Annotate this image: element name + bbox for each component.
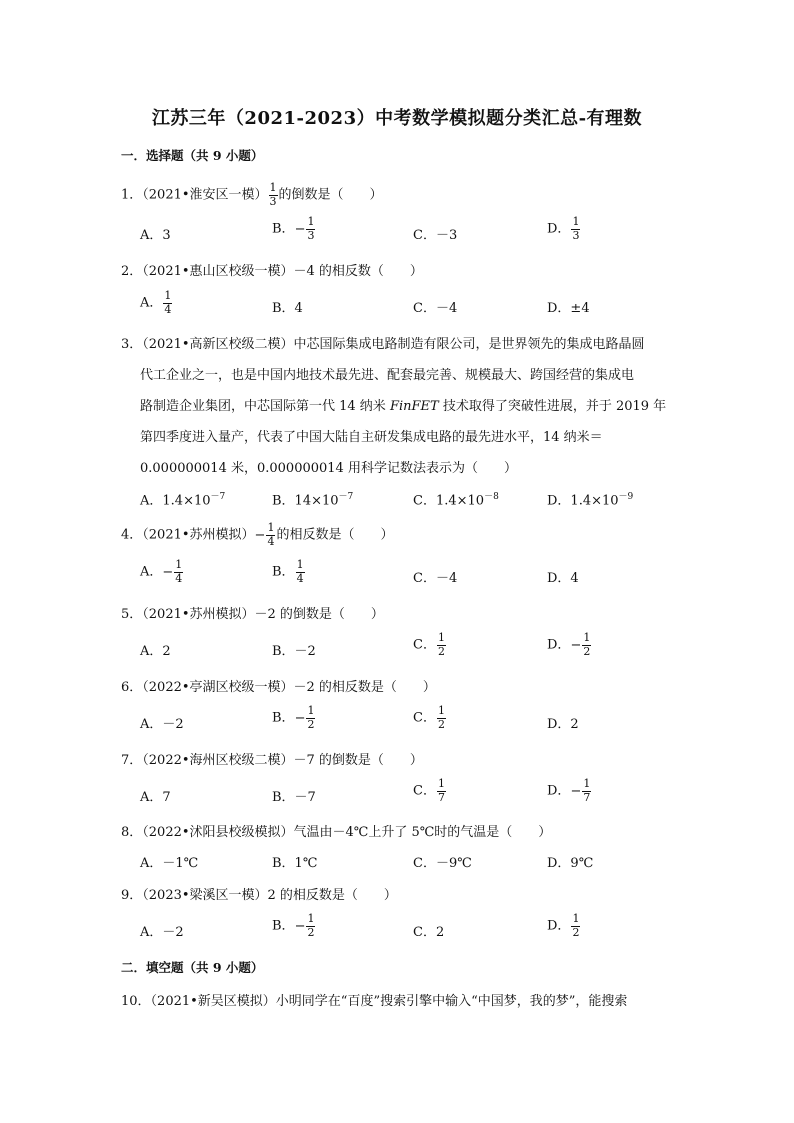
question-6-option-d[interactable]: D．2 [547, 717, 579, 732]
question-2-option-b[interactable]: B．4 [272, 301, 303, 316]
question-6-option-b[interactable]: B．− $\frac{1}{2}$ [272, 704, 315, 731]
question-4-option-b[interactable]: B． $\frac{1}{4}$ [272, 558, 304, 585]
question-1-option-c[interactable]: C．－3 [413, 228, 458, 243]
question-7-stem: 7．（2022•海州区校级二模）－7 的倒数是（ ） [121, 753, 423, 768]
question-2-option-c[interactable]: C．－4 [413, 301, 458, 316]
question-7-option-b[interactable]: B．－7 [272, 790, 316, 805]
question-6-option-a[interactable]: A．－2 [140, 717, 184, 732]
question-6-stem: 6．（2022•亭湖区校级一模）－2 的相反数是（ ） [121, 680, 436, 695]
question-1-stem: 1．（2021•淮安区一模） $\frac{1}{3}$ 的倒数是（ ） [121, 181, 383, 208]
question-5-option-d[interactable]: D．− $\frac{1}{2}$ [547, 631, 591, 658]
question-8-stem: 8．（2022•沭阳县校级模拟）气温由－4℃上升了 5℃时的气温是（ ） [121, 825, 552, 840]
question-8-option-a[interactable]: A．－1℃ [140, 856, 199, 871]
question-5-option-a[interactable]: A．2 [140, 644, 171, 659]
question-4-stem: 4．（2021•苏州模拟）− $\frac{1}{4}$ 的相反数是（ ） [121, 521, 394, 548]
question-9-stem: 9．（2023•梁溪区一模）2 的相反数是（ ） [121, 888, 397, 903]
section-heading-choice: 一．选择题（共 9 小题） [121, 148, 264, 163]
question-3-line-4: 第四季度进入量产，代表了中国大陆自主研发集成电路的最先进水平，14 纳米＝ [140, 430, 603, 445]
question-8-option-d[interactable]: D．9℃ [547, 856, 594, 871]
page-title: 江苏三年（2021-2023）中考数学模拟题分类汇总-有理数 [151, 108, 643, 129]
question-5-option-c[interactable]: C． $\frac{1}{2}$ [413, 631, 445, 658]
fraction: $\frac{1}{3}$ [269, 181, 277, 208]
question-7-option-a[interactable]: A．7 [140, 790, 171, 805]
question-3-line-5: 0.000000014 米，0.000000014 用科学记数法表示为（ ） [140, 461, 517, 476]
question-9-option-d[interactable]: D． $\frac{1}{2}$ [547, 912, 580, 939]
question-3-line-2: 代工企业之一，也是中国内地技术最先进、配套最完善、规模最大、跨国经营的集成电 [140, 368, 635, 383]
question-3-line-1: 3．（2021•高新区校级二模）中芯国际集成电路制造有限公司，是世界领先的集成电路晶圆 [121, 337, 645, 352]
section-heading-fill-blank: 二．填空题（共 9 小题） [121, 960, 264, 975]
question-2-stem: 2．（2021•惠山区校级一模）－4 的相反数（ ） [121, 264, 423, 279]
question-6-option-c[interactable]: C． $\frac{1}{2}$ [413, 704, 445, 731]
question-3-option-a[interactable]: A．$1.4\times 10^{-7}$ [140, 492, 226, 509]
question-2-option-d[interactable]: D．±4 [547, 301, 590, 316]
question-3-option-b[interactable]: B．$14\times 10^{-7}$ [272, 492, 354, 509]
question-4-option-a[interactable]: A．− $\frac{1}{4}$ [140, 558, 183, 585]
question-9-option-c[interactable]: C．2 [413, 925, 445, 940]
question-4-option-c[interactable]: C．－4 [413, 571, 458, 586]
question-9-option-b[interactable]: B．− $\frac{1}{2}$ [272, 912, 315, 939]
question-3-option-d[interactable]: D．$1.4\times 10^{-9}$ [547, 492, 634, 509]
question-3-line-3: 路制造企业集团，中芯国际第一代 14 纳米 FinFET 技术取得了突破性进展，并于 2019 年 [140, 399, 667, 414]
question-8-option-c[interactable]: C．－9℃ [413, 856, 472, 871]
question-1-option-d[interactable]: D． $\frac{1}{3}$ [547, 215, 580, 242]
question-7-option-d[interactable]: D．− $\frac{1}{7}$ [547, 777, 591, 804]
question-2-option-a[interactable]: A． $\frac{1}{4}$ [140, 289, 172, 316]
question-5-option-b[interactable]: B．－2 [272, 644, 316, 659]
question-1-option-b[interactable]: B．− $\frac{1}{3}$ [272, 215, 315, 242]
question-10-stem: 10．（2021•新吴区模拟）小明同学在“百度”搜索引擎中输入“中国梦，我的梦”，能搜索 [121, 994, 628, 1009]
question-4-option-d[interactable]: D．4 [547, 571, 579, 586]
question-7-option-c[interactable]: C． $\frac{1}{7}$ [413, 777, 445, 804]
question-9-option-a[interactable]: A．－2 [140, 925, 184, 940]
question-8-option-b[interactable]: B．1℃ [272, 856, 318, 871]
question-1-option-a[interactable]: A．3 [140, 228, 171, 243]
question-5-stem: 5．（2021•苏州模拟）－2 的倒数是（ ） [121, 607, 384, 622]
question-3-option-c[interactable]: C．$1.4\times 10^{-8}$ [413, 492, 499, 509]
